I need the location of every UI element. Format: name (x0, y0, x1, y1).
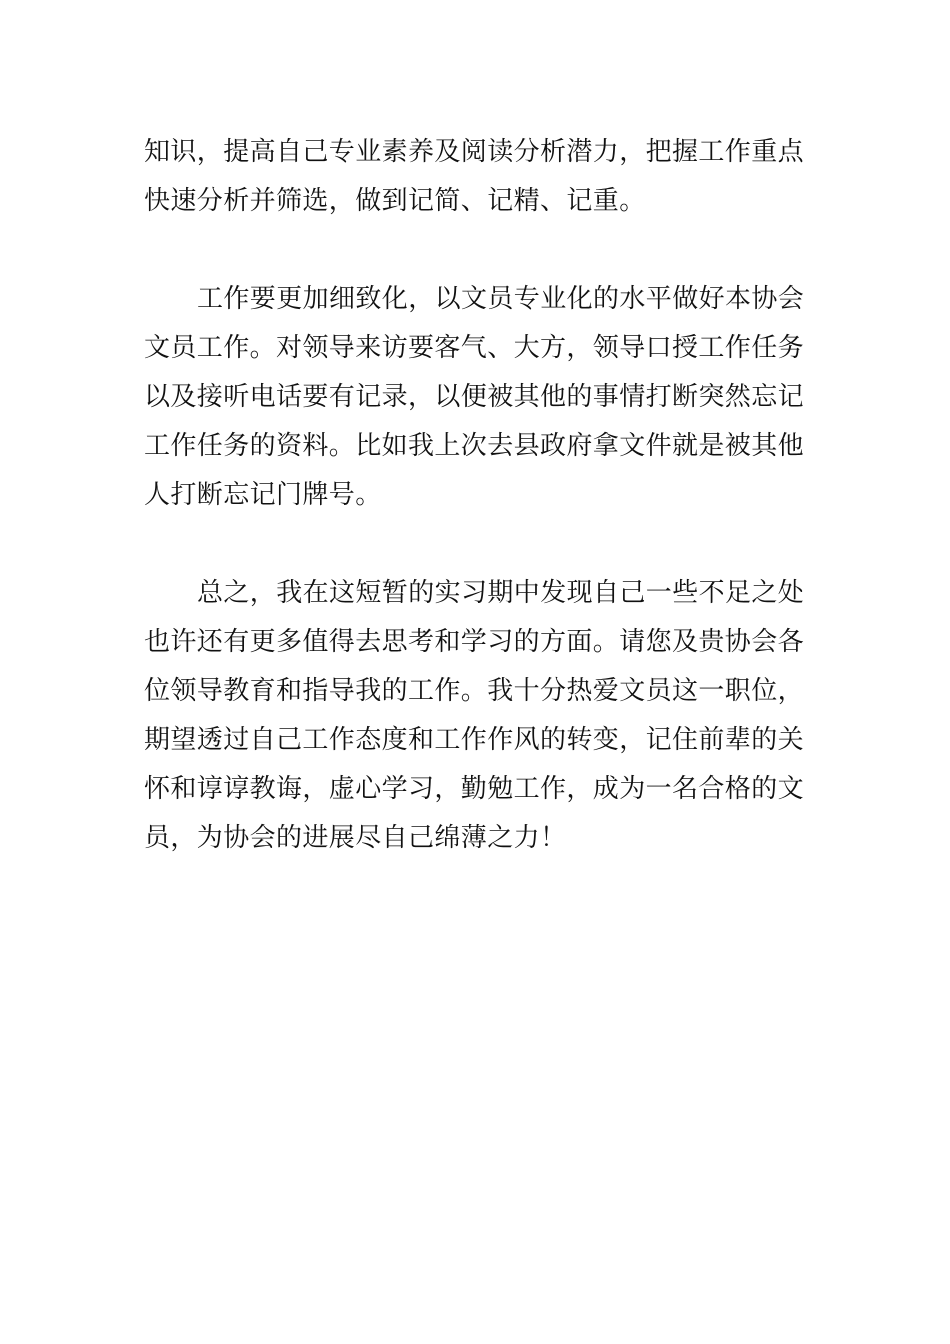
paragraph-1 (144, 128, 806, 226)
paragraph-line: 知识，提高自己专业素养及阅读分析潜力，把握工作重点 (144, 137, 805, 167)
document-body (144, 128, 806, 863)
paragraph-2 (144, 275, 806, 520)
paragraph-line: 员，为协会的进展尽自己绵薄之力！ (144, 823, 567, 853)
paragraph-line: 怀和谆谆教诲，虚心学习，勤勉工作，成为一名合格的文 (144, 774, 805, 804)
paragraph-line: 也许还有更多值得去思考和学习的方面。请您及贵协会各 (144, 627, 805, 657)
paragraph-line: 文员工作。对领导来访要客气、大方，领导口授工作任务 (144, 333, 805, 363)
paragraph-line: 位领导教育和指导我的工作。我十分热爱文员这一职位， (144, 676, 805, 706)
paragraph-spacer (144, 226, 806, 275)
paragraph-line: 期望透过自己工作态度和工作作风的转变，记住前辈的关 (144, 725, 805, 755)
paragraph-line: 以及接听电话要有记录，以便被其他的事情打断突然忘记 (144, 382, 805, 412)
paragraph-line: 快速分析并筛选，做到记简、记精、记重。 (144, 186, 646, 216)
paragraph-spacer (144, 520, 806, 569)
paragraph-line: 总之，我在这短暂的实习期中发现自己一些不足之处 (197, 578, 805, 608)
paragraph-line: 人打断忘记门牌号。 (144, 480, 382, 510)
paragraph-line: 工作要更加细致化，以文员专业化的水平做好本协会 (197, 284, 805, 314)
paragraph-line: 工作任务的资料。比如我上次去县政府拿文件就是被其他 (144, 431, 805, 461)
paragraph-3 (144, 569, 806, 863)
